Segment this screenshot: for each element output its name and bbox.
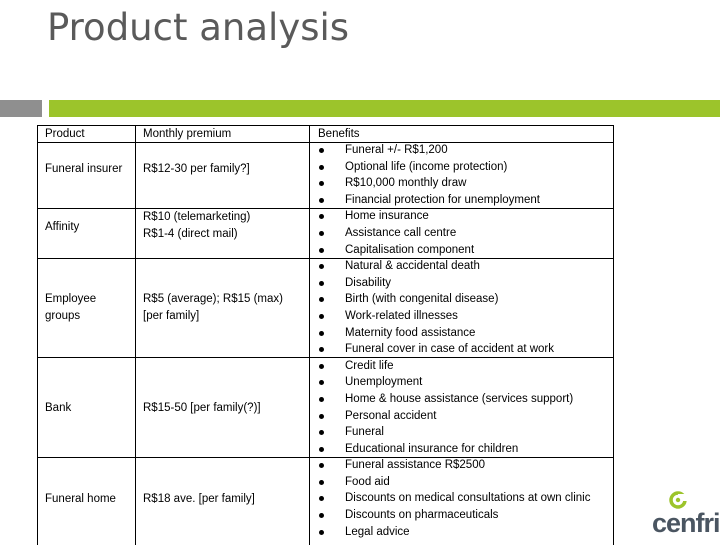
benefit-text: R$10,000 monthly draw: [345, 177, 467, 190]
bullet-icon: [319, 380, 324, 385]
cenfri-logo: [652, 496, 720, 540]
table-column-rule: [135, 125, 136, 545]
benefit-item: [319, 175, 614, 192]
bullet-icon: [319, 463, 324, 468]
cenfri-logo-text: cenfri: [652, 508, 720, 538]
benefit-item: [319, 192, 614, 209]
benefit-text: Assistance call centre: [345, 226, 457, 239]
cenfri-logo-mark-icon: [666, 490, 690, 510]
benefit-text: Work-related illnesses: [345, 309, 458, 322]
product-funeral-home: Funeral home: [45, 493, 116, 505]
benefit-item: [319, 225, 614, 242]
bullet-icon: [319, 347, 324, 352]
benefit-text: Food aid: [345, 475, 390, 488]
table-left-rule: [37, 125, 38, 545]
benefit-item: [319, 325, 614, 342]
benefit-text: Capitalisation component: [345, 243, 475, 256]
premium-employee-groups: R$5 (average); R$15 (max) [per family]: [143, 293, 283, 322]
benefit-text: Educational insurance for children: [345, 442, 519, 455]
bullet-icon: [319, 397, 324, 402]
bullet-icon: [319, 331, 324, 336]
benefit-text: Optional life (income protection): [345, 160, 508, 173]
benefit-item: [319, 159, 614, 176]
bullet-icon: [319, 414, 324, 419]
product-affinity: Affinity: [45, 221, 80, 233]
premium-funeral-insurer: R$12-30 per family?]: [143, 163, 250, 175]
premium-affinity: R$10 (telemarketing) R$1-4 (direct mail): [143, 211, 251, 240]
benefit-item: [319, 457, 614, 474]
premium-funeral-home: R$18 ave. [per family]: [143, 493, 255, 505]
benefit-text: Home insurance: [345, 210, 429, 223]
benefit-item: [319, 208, 614, 225]
bullet-icon: [319, 198, 324, 203]
benefit-text: Home & house assistance (services support): [345, 392, 574, 405]
benefit-text: Funeral cover in case of accident at work: [345, 343, 555, 356]
product-analysis-table: [37, 125, 614, 545]
benefit-text: Legal advice: [345, 525, 410, 538]
benefits-list: [319, 142, 614, 540]
benefit-text: Unemployment: [345, 376, 423, 389]
bullet-icon: [319, 214, 324, 219]
benefit-item: [319, 408, 614, 425]
benefit-text: Maternity food assistance: [345, 326, 476, 339]
benefit-text: Funeral +/- R$1,200: [345, 144, 448, 156]
benefit-item: [319, 524, 614, 541]
bullet-icon: [319, 281, 324, 286]
benefit-item: [319, 441, 614, 458]
bullet-icon: [319, 231, 324, 236]
benefit-text: Credit life: [345, 359, 394, 372]
benefit-item: [319, 142, 614, 159]
product-bank: Bank: [45, 402, 72, 414]
benefit-item: [319, 374, 614, 391]
benefit-item: [319, 424, 614, 441]
benefit-item: [319, 242, 614, 259]
bullet-icon: [319, 181, 324, 186]
benefit-text: Disability: [345, 276, 392, 289]
benefit-item: [319, 291, 614, 308]
benefit-text: Birth (with congenital disease): [345, 293, 499, 306]
bullet-icon: [319, 480, 324, 485]
benefit-text: Personal accident: [345, 409, 437, 422]
bullet-icon: [319, 297, 324, 302]
benefit-text: Financial protection for unemployment: [345, 193, 540, 206]
bullet-icon: [319, 530, 324, 535]
benefit-item: [319, 490, 614, 507]
bullet-icon: [319, 430, 324, 435]
benefit-item: [319, 341, 614, 358]
product-funeral-insurer: Funeral insurer: [45, 163, 123, 175]
bullet-icon: [319, 264, 324, 269]
bullet-icon: [319, 165, 324, 170]
bullet-icon: [319, 148, 324, 153]
bullet-icon: [319, 496, 324, 501]
benefit-text: Discounts on medical consultations at own clinic: [345, 492, 591, 505]
title-divider-green: [49, 100, 720, 117]
bullet-icon: [319, 513, 324, 518]
benefit-item: [319, 358, 614, 375]
benefit-item: [319, 275, 614, 292]
benefit-text: Funeral: [345, 426, 384, 439]
bullet-icon: [319, 314, 324, 319]
premium-bank: R$15-50 [per family(?)]: [143, 402, 261, 414]
header-benefits: Benefits: [318, 128, 360, 140]
header-product: Product: [45, 128, 85, 140]
header-monthly-premium: Monthly premium: [143, 128, 232, 140]
benefit-text: Natural & accidental death: [345, 260, 480, 273]
benefit-text: Discounts on pharmaceuticals: [345, 509, 499, 522]
bullet-icon: [319, 248, 324, 253]
benefit-item: [319, 474, 614, 491]
table-column-rule: [309, 125, 310, 545]
benefit-item: [319, 391, 614, 408]
bullet-icon: [319, 447, 324, 452]
title-divider-grey: [0, 100, 42, 117]
benefit-item: [319, 507, 614, 524]
benefit-item: [319, 308, 614, 325]
benefit-text: Funeral assistance R$2500: [345, 459, 485, 472]
product-employee-groups: Employee groups: [45, 293, 97, 322]
benefit-item: [319, 258, 614, 275]
page-title: Product analysis: [47, 6, 350, 49]
bullet-icon: [319, 364, 324, 369]
